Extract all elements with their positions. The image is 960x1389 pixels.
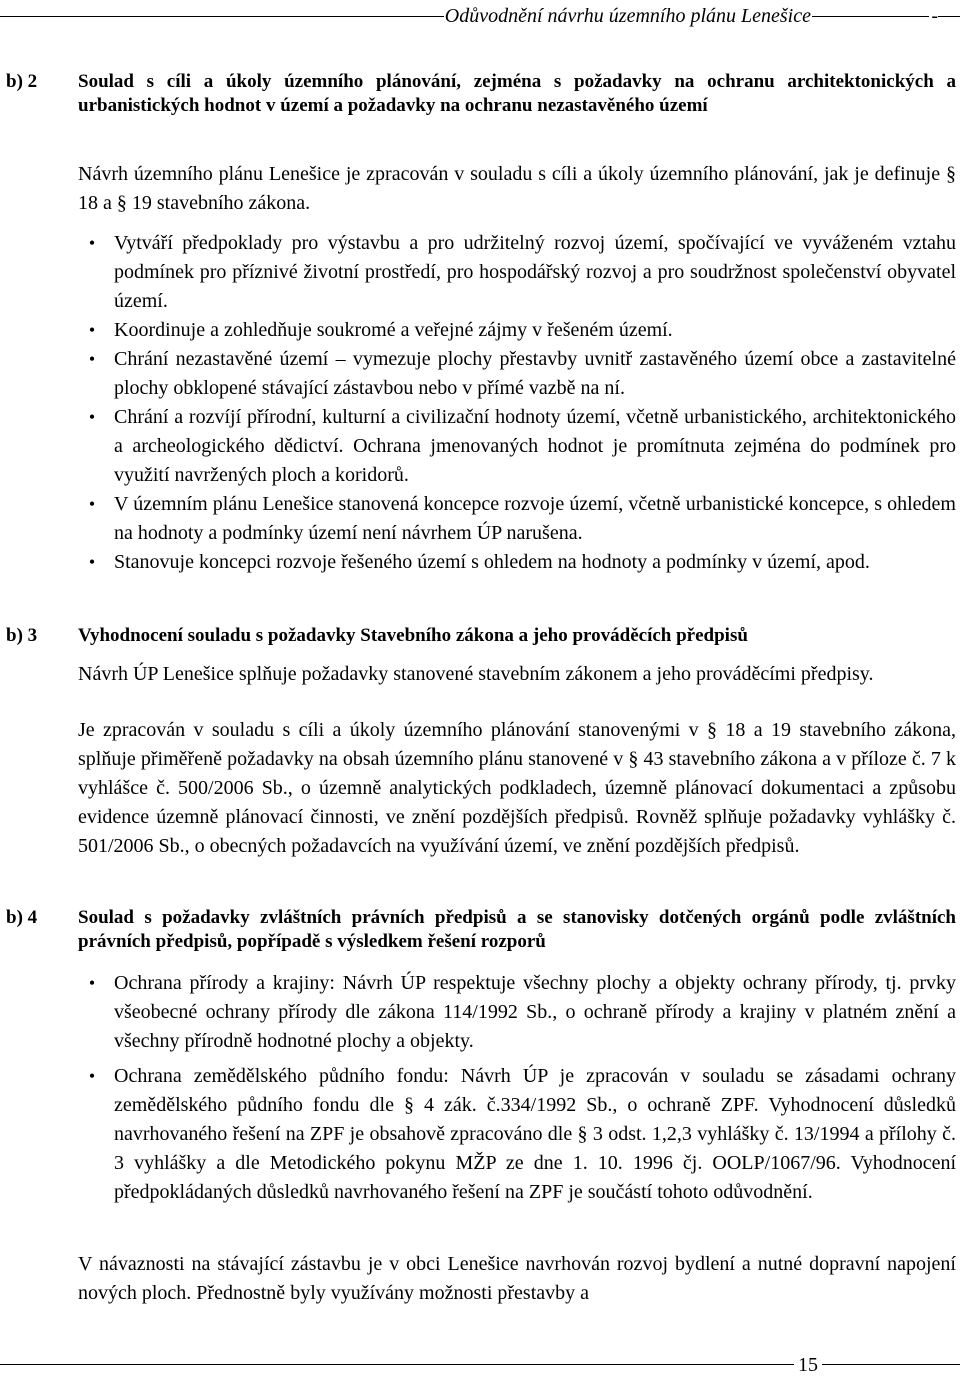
section-title: Soulad s cíli a úkoly územního plánování, zejména s požadavky na ochranu architektonických a urbanistických hodnot v území a požadavky na ochranu nezastavěného území [78, 71, 956, 116]
section-number: b) 3 [6, 625, 38, 646]
list-item [78, 316, 956, 345]
section-b3-para-2: Je zpracován v souladu s cíli a úkoly územního plánování stanovenými v § 18 a 19 stavebního zákona, splňuje přiměřeně požadavky na obsah územního plánu stanovené v § 43 stavebního zákona a v příloze č. 7 k vyhlášce č. 500/2006 Sb., o územně analytických podkladech, územně plánovací dokumentaci a způsobu evidence územně plánovací činnosti, ve znění pozdějších předpisů. Rovněž splňuje požadavky vyhlášky č. 501/2006 Sb., o obecných požadavcích na využívání území, ve znění pozdějších předpisů. [78, 719, 956, 857]
bullet-icon: • [88, 233, 96, 253]
list-item-text: Koordinuje a zohledňuje soukromé a veřejné zájmy v řešeném území. [114, 319, 673, 341]
section-title: Soulad s požadavky zvláštních právních předpisů a se stanovisky dotčených orgánů podle zvláštních právních předpisů, popřípadě s výsledkem řešení rozporů [78, 907, 956, 952]
list-item [78, 1062, 956, 1207]
section-b3-para-1: Návrh ÚP Lenešice splňuje požadavky stanovené stavebním zákonem a jeho prováděcími předpisy. [78, 663, 874, 685]
section-b4-bullets [78, 969, 956, 1213]
bullet-icon: • [88, 973, 96, 993]
section-b4-closing: V návaznosti na stávající zástavbu je v obci Lenešice navrhován rozvoj bydlení a nutné dopravní napojení nových ploch. Přednostně byly využívány možnosti přestavby a [78, 1253, 956, 1304]
bullet-icon: • [88, 1066, 96, 1086]
bullet-icon: • [88, 349, 96, 369]
page-number: 15 [794, 1354, 822, 1377]
bullet-icon: • [88, 494, 96, 514]
list-item [78, 345, 956, 403]
list-item-text: Chrání a rozvíjí přírodní, kulturní a civilizační hodnoty území, včetně urbanistického, architektonického a archeologického dědictví. Ochrana jmenovaných hodnot je promítnuta zejména do podmínek pro využití navržených ploch a koridorů. [114, 406, 956, 486]
section-b2-intro: Návrh územního plánu Lenešice je zpracován v souladu s cíli a úkoly územního plánování, jak je definuje § 18 a § 19 stavebního zákona. [78, 163, 956, 214]
header-dash: - [931, 5, 938, 27]
section-number: b) 2 [6, 71, 38, 92]
list-item-text: Chrání nezastavěné území – vymezuje plochy přestavby uvnitř zastavěného území obce a zastavitelné plochy obklopené stávající zástavbou nebo v přímé vazbě na ní. [114, 348, 956, 399]
list-item [78, 969, 956, 1056]
list-item-text: Ochrana zemědělského půdního fondu: Návrh ÚP je zpracován v souladu se zásadami ochrany zemědělského půdního fondu dle § 4 zák. č.334/1992 Sb., o ochraně ZPF. Vyhodnocení důsledků navrhovaného řešení na ZPF je obsahově zpracováno dle § 3 odst. 1,2,3 vyhlášky č. 13/1994 a přílohy č. 3 vyhlášky a dle Metodického pokynu MŽP ze dne 1. 10. 1996 čj. OOLP/1067/96. Vyhodnocení předpokládaných důsledků navrhovaného řešení na ZPF je součástí tohoto odůvodnění. [114, 1065, 956, 1203]
section-b2-bullets [78, 229, 956, 577]
list-item [78, 403, 956, 490]
header-title: Odůvodnění návrhu územního plánu Lenešice [444, 5, 811, 27]
list-item [78, 548, 956, 577]
page-footer [0, 1350, 960, 1380]
bullet-icon: • [88, 552, 96, 572]
list-item-text: Stanovuje koncepci rozvoje řešeného území s ohledem na hodnoty a podmínky v území, apod. [114, 551, 870, 573]
bullet-icon: • [88, 407, 96, 427]
bullet-icon: • [88, 320, 96, 340]
list-item-text: V územním plánu Lenešice stanovená koncepce rozvoje území, včetně urbanistické koncepce, s ohledem na hodnoty a podmínky území není návrhem ÚP narušena. [114, 493, 956, 544]
list-item-text: Vytváří předpoklady pro výstavbu a pro udržitelný rozvoj území, spočívající ve vyváženém vztahu podmínek pro příznivé životní prostředí, pro hospodářský rozvoj a pro soudržnost společenství obyvatel území. [114, 232, 956, 312]
section-number: b) 4 [6, 907, 38, 928]
list-item [78, 490, 956, 548]
list-item [78, 229, 956, 316]
page-header [0, 4, 960, 28]
section-title: Vyhodnocení souladu s požadavky Stavebního zákona a jeho prováděcích předpisů [78, 625, 748, 646]
list-item-text: Ochrana přírody a krajiny: Návrh ÚP respektuje všechny plochy a objekty ochrany přírody, tj. prvky všeobecné ochrany přírody dle zákona 114/1992 Sb., o ochraně přírody a krajiny v platném znění a všechny přírodně hodnotné plochy a objekty. [114, 972, 956, 1052]
